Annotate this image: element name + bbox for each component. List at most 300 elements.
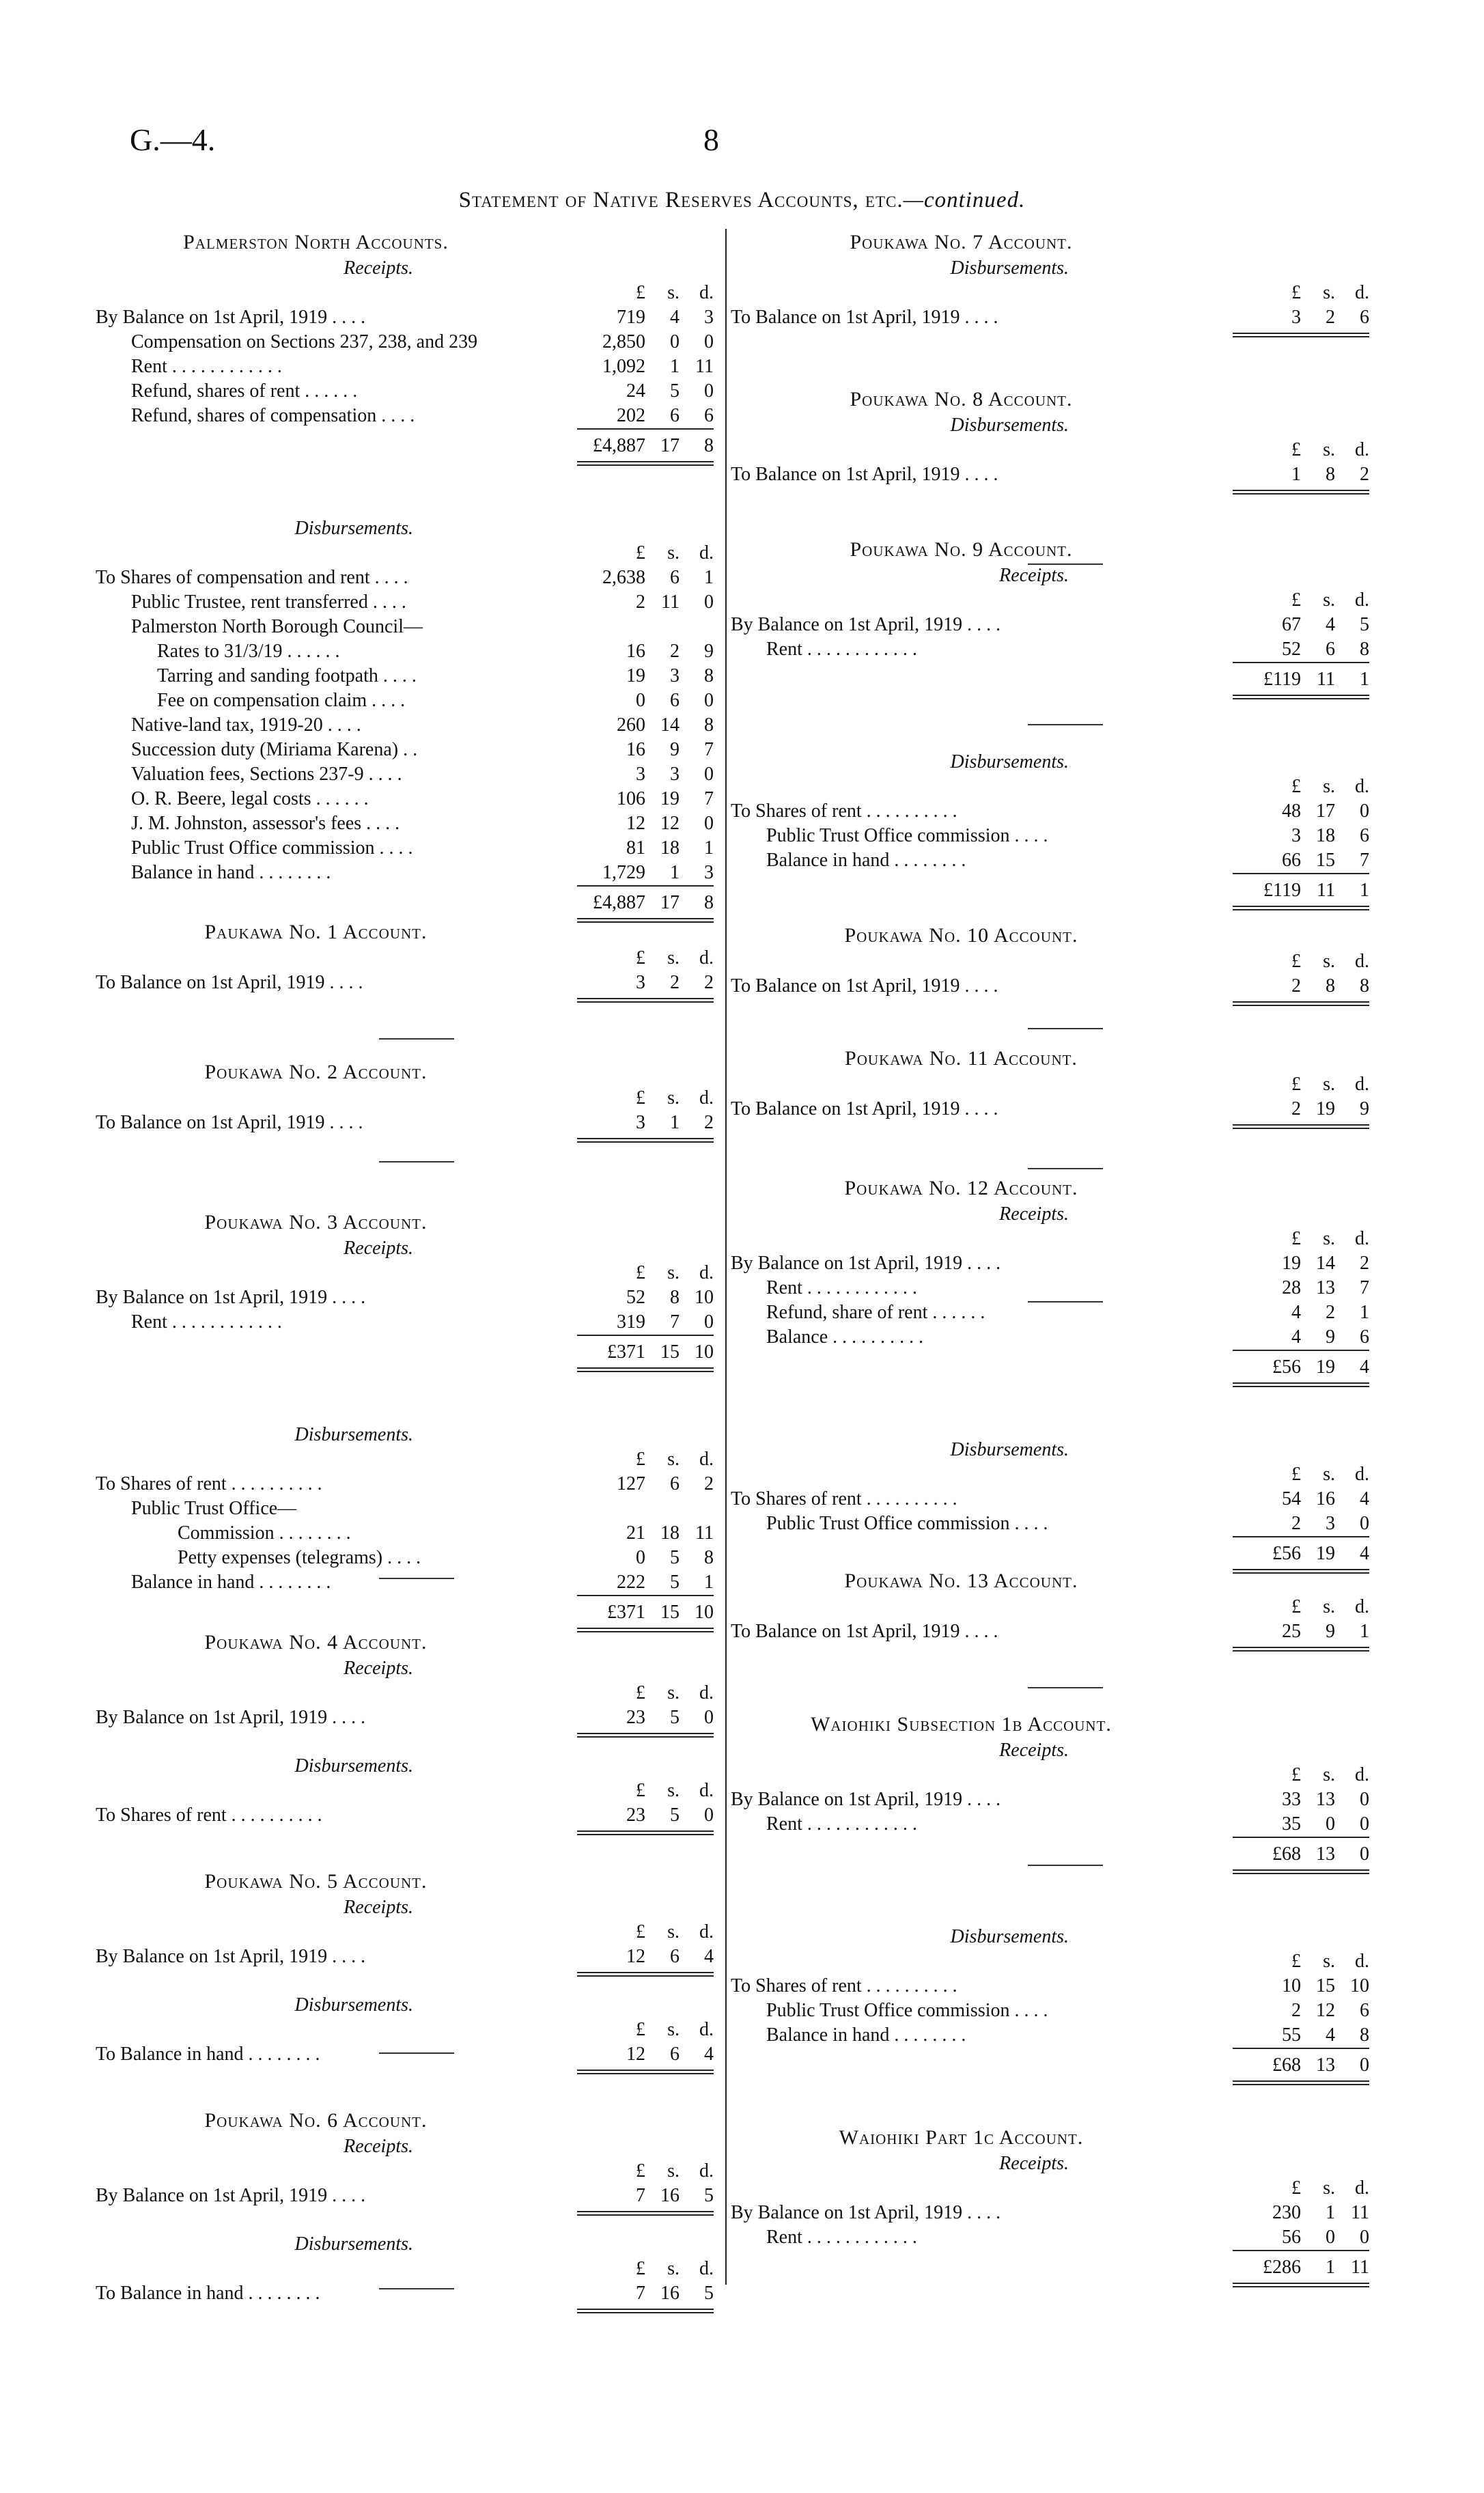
ledger-row-amount-p: 21 <box>626 1522 645 1544</box>
currency-shillings: s. <box>1323 1596 1335 1617</box>
disbursements-heading: Disbursements. <box>294 1994 413 2016</box>
ledger-row <box>731 637 1369 662</box>
ledger-row-amount-d: 0 <box>704 813 714 834</box>
account-poukawa3 <box>96 1209 714 1635</box>
ledger-row-amount-s: 3 <box>670 665 680 686</box>
ledger-row-amount-s: 8 <box>1326 975 1335 997</box>
ledger-row-amount-d: 8 <box>704 714 714 736</box>
currency-pence: d. <box>1355 1464 1369 1485</box>
ledger-row-amount <box>1219 1812 1369 1837</box>
ledger-row-label: To Balance on 1st April, 1919 . . . . <box>731 464 998 485</box>
ledger-row-amount-d: 8 <box>1360 975 1369 997</box>
ledger-row-amount <box>1219 637 1369 662</box>
ledger-row-amount-s: 5 <box>670 1707 680 1728</box>
account-title: Poukawa No. 3 Account. <box>204 1211 428 1234</box>
ledger-row-label: By Balance on 1st April, 1919 . . . . <box>731 1789 1001 1810</box>
ledger-row-amount-d: 0 <box>704 764 714 785</box>
page-title <box>0 188 1484 213</box>
ledger-row-amount-p: 2 <box>636 591 645 613</box>
ledger-row-amount-d: 2 <box>1360 1253 1369 1274</box>
subtotal-rule <box>577 885 714 891</box>
ledger-row <box>96 861 714 885</box>
account-title: Poukawa No. 9 Account. <box>850 538 1073 561</box>
ledger-row-amount-s: 16 <box>1316 1488 1335 1509</box>
disbursements-total-amount <box>1219 1542 1369 1566</box>
total-double-rule <box>577 1830 714 1835</box>
ledger-row-amount <box>563 738 714 762</box>
currency-pence: d. <box>699 1449 714 1470</box>
ledger-row-amount-p: 2 <box>1291 1098 1301 1119</box>
ledger-row-amount-p: 52 <box>626 1287 645 1308</box>
currency-header <box>96 541 714 566</box>
ledger-row-amount-p: 127 <box>617 1473 645 1494</box>
ledger-row-label: Rates to 31/3/19 . . . . . . <box>157 641 340 662</box>
ledger-row <box>96 1111 714 1135</box>
ledger-row-amount-p: 2,850 <box>602 331 645 352</box>
ledger-row-amount <box>563 354 714 379</box>
ledger-row-amount-s: 14 <box>660 714 680 736</box>
receipts-total-amount <box>563 1340 714 1365</box>
currency-shillings: s. <box>667 282 680 303</box>
ledger-row <box>731 1276 1369 1300</box>
account-poukawa6 <box>96 2107 714 2316</box>
ledger-row-amount-p: 23 <box>626 1707 645 1728</box>
disbursements-total <box>731 2053 1369 2078</box>
ledger-row-amount <box>1219 1487 1369 1512</box>
ledger-row-amount-d: 10 <box>1350 1975 1369 1996</box>
ledger-row-amount <box>563 330 714 354</box>
ledger-row <box>731 1619 1369 1644</box>
receipts-total <box>96 434 714 458</box>
currency-pounds: £ <box>636 1780 645 1801</box>
ledger-row-amount-d: 0 <box>1360 2227 1369 2248</box>
ledger-row <box>96 738 714 762</box>
currency-pounds: £ <box>1291 439 1301 460</box>
ledger-row-amount <box>1219 1512 1369 1536</box>
currency-pence: d. <box>1355 1951 1369 1972</box>
ledger-row-amount <box>563 639 714 664</box>
currency-header <box>96 1681 714 1705</box>
ledger-row-label: To Shares of rent . . . . . . . . . . <box>96 1805 322 1826</box>
currency-shillings: s. <box>667 2160 680 2182</box>
ledger-row-amount-p: 230 <box>1272 2202 1301 2223</box>
currency-shillings: s. <box>667 542 680 563</box>
currency-header-cols <box>1219 281 1369 305</box>
ledger-row <box>731 613 1369 637</box>
ledger-row-amount <box>563 615 714 639</box>
ledger-row-amount-s: 15 <box>1316 1975 1335 1996</box>
ledger-row-amount <box>1219 2201 1369 2225</box>
disbursements-total-amount-s: 17 <box>660 892 680 913</box>
ledger-row <box>731 1097 1369 1122</box>
disbursements-total-amount <box>563 891 714 915</box>
ledger-row-amount <box>563 971 714 995</box>
ledger-row-label: By Balance on 1st April, 1919 . . . . <box>731 1253 1001 1274</box>
ledger-row-amount <box>563 861 714 885</box>
account-poukawa13 <box>731 1568 1369 1654</box>
currency-header <box>731 588 1369 613</box>
ledger-row <box>96 330 714 354</box>
ledger-row-amount-s: 1 <box>670 1112 680 1133</box>
currency-shillings: s. <box>667 1449 680 1470</box>
currency-header-cols <box>563 2257 714 2281</box>
ledger-row-amount-s: 2 <box>670 972 680 993</box>
receipts-heading: Receipts. <box>344 1658 413 1679</box>
ledger-row-amount <box>1219 1974 1369 1998</box>
account-title: Poukawa No. 7 Account. <box>850 231 1073 253</box>
subtotal-rule <box>1233 2048 1369 2053</box>
ledger-row-amount <box>563 1546 714 1570</box>
ledger-row-amount-s: 9 <box>1326 1621 1335 1642</box>
ledger-row-amount <box>1219 2225 1369 2250</box>
ledger-row-amount-s: 12 <box>1316 2000 1335 2021</box>
account-title: Poukawa No. 4 Account. <box>204 1631 428 1654</box>
ledger-row-amount-p: 222 <box>617 1572 645 1593</box>
currency-shillings: s. <box>667 2019 680 2040</box>
receipts-total-amount-d: 1 <box>1360 669 1369 690</box>
currency-shillings: s. <box>1323 439 1335 460</box>
ledger-row <box>96 836 714 861</box>
ledger-row <box>731 1251 1369 1276</box>
ledger-row <box>731 1487 1369 1512</box>
receipts-total-amount-p: £56 <box>1272 1356 1301 1378</box>
ledger-row-amount-s: 19 <box>1316 1098 1335 1119</box>
ledger-row-amount <box>1219 462 1369 487</box>
currency-pounds: £ <box>636 1682 645 1703</box>
currency-pounds: £ <box>1291 2177 1301 2199</box>
ledger-row-label: Public Trust Office commission . . . . <box>766 1513 1048 1534</box>
account-paukawa1 <box>96 919 714 1005</box>
ledger-row <box>96 379 714 404</box>
ledger-row <box>96 639 714 664</box>
subtotal-rule <box>1233 2250 1369 2255</box>
ledger-row-amount-p: 16 <box>626 739 645 760</box>
ledger-row-amount <box>563 2184 714 2208</box>
currency-shillings: s. <box>667 2258 680 2279</box>
ledger-row-amount <box>1219 848 1369 873</box>
ledger-row-amount-s: 5 <box>670 1805 680 1826</box>
ledger-row <box>96 1310 714 1335</box>
ledger-row-amount-p: 33 <box>1282 1789 1301 1810</box>
section-separator <box>1028 1168 1103 1169</box>
ledger-row-amount-s: 6 <box>670 1946 680 1967</box>
currency-pounds: £ <box>1291 1764 1301 1785</box>
receipts-heading: Receipts. <box>344 2136 413 2157</box>
ledger-row <box>731 2225 1369 2250</box>
receipts-heading: Receipts. <box>344 257 413 279</box>
receipts-heading: Receipts. <box>999 1203 1069 1225</box>
ledger-row-amount-d: 2 <box>1360 464 1369 485</box>
ledger-row-label: To Balance on 1st April, 1919 . . . . <box>96 1112 363 1133</box>
currency-header-cols <box>563 1086 714 1111</box>
disbursements-total-amount-d: 1 <box>1360 880 1369 901</box>
account-poukawa5 <box>96 1868 714 2077</box>
page-number: 8 <box>703 122 719 157</box>
currency-pence: d. <box>1355 589 1369 611</box>
ledger-row-amount-d: 0 <box>704 380 714 402</box>
ledger-row-amount <box>563 713 714 738</box>
ledger-row-amount-d: 0 <box>704 591 714 613</box>
currency-shillings: s. <box>1323 282 1335 303</box>
ledger-row <box>731 305 1369 330</box>
currency-header <box>731 2176 1369 2201</box>
account-poukawa7 <box>731 229 1369 340</box>
ledger-row-amount-s: 2 <box>1326 1302 1335 1323</box>
ledger-row-label: By Balance on 1st April, 1919 . . . . <box>96 2185 366 2206</box>
disbursements-heading: Disbursements. <box>294 518 413 539</box>
disbursements-heading: Disbursements. <box>950 1926 1069 1947</box>
ledger-row-amount-d: 11 <box>695 1522 714 1544</box>
ledger-row-amount-s: 9 <box>670 739 680 760</box>
ledger-row-amount-d: 1 <box>704 1572 714 1593</box>
total-double-rule <box>1233 1869 1369 1874</box>
ledger-row-amount <box>1219 305 1369 330</box>
disbursements-total-amount-d: 10 <box>695 1602 714 1623</box>
currency-shillings: s. <box>667 1780 680 1801</box>
ledger-row-amount-d: 11 <box>695 356 714 377</box>
ledger-row <box>96 688 714 713</box>
currency-pence: d. <box>1355 776 1369 797</box>
ledger-row-label: Refund, shares of compensation . . . . <box>131 405 415 426</box>
ledger-row-amount-d: 6 <box>704 405 714 426</box>
currency-pence: d. <box>699 1780 714 1801</box>
ledger-row-amount <box>563 664 714 688</box>
currency-pounds: £ <box>636 2160 645 2182</box>
total-double-rule <box>577 1733 714 1738</box>
currency-header-cols <box>563 1920 714 1945</box>
receipts-total-amount <box>1219 667 1369 692</box>
subtotal-rule <box>1233 1837 1369 1842</box>
ledger-row-amount-s: 18 <box>1316 825 1335 846</box>
ledger-row-amount-p: 19 <box>1282 1253 1301 1274</box>
receipts-total-amount-d: 11 <box>1351 2257 1369 2278</box>
account-title: Poukawa No. 6 Account. <box>204 2109 428 2132</box>
ledger-row-label: Succession duty (Miriama Karena) . . <box>131 739 418 760</box>
ledger-row-amount-d: 7 <box>704 739 714 760</box>
ledger-row-amount-s: 6 <box>670 2044 680 2065</box>
currency-header-cols <box>1219 1227 1369 1251</box>
ledger-row-amount <box>1219 1300 1369 1325</box>
ledger-row-amount-p: 1,729 <box>602 862 645 883</box>
ledger-row-amount <box>563 1111 714 1135</box>
currency-shillings: s. <box>1323 1074 1335 1095</box>
total-double-rule <box>1233 2080 1369 2085</box>
currency-header <box>96 946 714 971</box>
ledger-row-amount-p: 66 <box>1282 850 1301 871</box>
total-double-rule <box>577 1138 714 1143</box>
ledger-row-amount-p: 1 <box>1291 464 1301 485</box>
ledger-row-amount-d: 4 <box>1360 1488 1369 1509</box>
ledger-row <box>731 1787 1369 1812</box>
ledger-row <box>96 664 714 688</box>
ledger-row-amount-p: 2 <box>1291 975 1301 997</box>
currency-shillings: s. <box>1323 1951 1335 1972</box>
total-double-rule <box>577 1972 714 1977</box>
disbursements-heading: Disbursements. <box>950 1439 1069 1460</box>
ledger-row <box>731 1812 1369 1837</box>
account-title: Palmerston North Accounts. <box>183 231 449 253</box>
account-poukawa2 <box>96 1059 714 1145</box>
ledger-row-amount-s: 11 <box>661 591 680 613</box>
ledger-row-amount-d: 1 <box>704 567 714 588</box>
ledger-row-amount-d: 6 <box>1360 1326 1369 1348</box>
ledger-row-label: To Balance in hand . . . . . . . . <box>96 2283 320 2304</box>
total-double-rule <box>577 2211 714 2216</box>
ledger-row-label: Rent . . . . . . . . . . . . <box>766 639 917 660</box>
ledger-row-label: Public Trust Office commission . . . . <box>131 837 413 859</box>
disbursements-total-amount-s: 15 <box>660 1602 680 1623</box>
receipts-heading: Receipts. <box>344 1238 413 1259</box>
receipts-total-amount-p: £371 <box>607 1341 645 1363</box>
currency-pence: d. <box>699 2258 714 2279</box>
disbursements-heading: Disbursements. <box>950 415 1069 436</box>
ledger-row-amount-d: 5 <box>704 2185 714 2206</box>
ledger-row-amount <box>563 688 714 713</box>
ledger-row-amount-s <box>645 1496 680 1521</box>
currency-shillings: s. <box>1323 1464 1335 1485</box>
ledger-row-amount-p: 10 <box>1282 1975 1301 1996</box>
currency-pounds: £ <box>1291 1596 1301 1617</box>
total-double-rule <box>577 2309 714 2313</box>
ledger-row-amount-s: 16 <box>660 2283 680 2304</box>
disbursements-heading: Disbursements. <box>950 751 1069 772</box>
ledger-row <box>96 1472 714 1496</box>
ledger-row-amount-d: 0 <box>704 1707 714 1728</box>
currency-shillings: s. <box>1323 776 1335 797</box>
ledger-row-amount-s: 0 <box>1326 1813 1335 1835</box>
ledger-row-label: To Shares of rent . . . . . . . . . . <box>96 1473 322 1494</box>
ledger-row <box>96 404 714 428</box>
ledger-row-label: To Shares of rent . . . . . . . . . . <box>731 1488 957 1509</box>
ledger-row-amount-s: 19 <box>660 788 680 809</box>
ledger-row-label: To Shares of rent . . . . . . . . . . <box>731 1975 957 1996</box>
ledger-row <box>96 787 714 811</box>
ledger-row-label: Fee on compensation claim . . . . <box>157 690 406 711</box>
disbursements-total <box>96 1600 714 1625</box>
total-double-rule <box>1233 1647 1369 1652</box>
currency-header-cols <box>563 1261 714 1285</box>
ledger-row-label: To Balance on 1st April, 1919 . . . . <box>731 1621 998 1642</box>
ledger-row-label: To Balance on 1st April, 1919 . . . . <box>731 307 998 328</box>
currency-pounds: £ <box>1291 589 1301 611</box>
ledger-row <box>96 713 714 738</box>
ledger-row-amount-d: 0 <box>1360 1789 1369 1810</box>
ledger-row-amount-d <box>680 615 714 639</box>
section-separator <box>379 2052 454 2054</box>
ledger-row-amount-s: 0 <box>1326 2227 1335 2248</box>
ledger-row <box>731 1974 1369 1998</box>
ledger-row-amount-p: 52 <box>1282 639 1301 660</box>
ledger-row <box>96 566 714 590</box>
ledger-row-label: J. M. Johnston, assessor's fees . . . . <box>131 813 400 834</box>
total-double-rule <box>577 1367 714 1372</box>
ledger-row <box>96 1546 714 1570</box>
ledger-row-label: O. R. Beere, legal costs . . . . . . <box>131 788 369 809</box>
ledger-row-amount-d: 6 <box>1360 825 1369 846</box>
ledger-row-amount <box>1219 1097 1369 1122</box>
ledger-row-amount <box>563 2042 714 2067</box>
currency-header <box>96 2257 714 2281</box>
ledger-row-amount-s: 6 <box>670 567 680 588</box>
ledger-row-amount <box>563 1472 714 1496</box>
account-title: Poukawa No. 2 Account. <box>204 1061 428 1083</box>
ledger-row-amount-d: 0 <box>1360 1513 1369 1534</box>
ledger-row-amount-s: 6 <box>670 1473 680 1494</box>
ledger-row-amount <box>1219 2023 1369 2048</box>
currency-header-cols <box>563 1779 714 1803</box>
ledger-row-amount-d: 0 <box>704 1311 714 1333</box>
ledger-row <box>731 2023 1369 2048</box>
ledger-row <box>96 1496 714 1521</box>
ledger-row-label: Native-land tax, 1919-20 . . . . <box>131 714 361 736</box>
ledger-row-amount-p: 35 <box>1282 1813 1301 1835</box>
receipts-total-amount-d: 8 <box>704 435 714 456</box>
total-double-rule <box>577 461 714 466</box>
ledger-row-amount-s: 7 <box>670 1311 680 1333</box>
ledger-row-amount-p: 56 <box>1282 2227 1301 2248</box>
ledger-row-amount-s: 8 <box>670 1287 680 1308</box>
ledger-row-amount-p: 19 <box>626 665 645 686</box>
ledger-row-label: Balance in hand . . . . . . . . <box>766 2024 966 2046</box>
ledger-row-amount-p: 202 <box>617 405 645 426</box>
currency-shillings: s. <box>667 1262 680 1283</box>
receipts-total-amount-p: £4,887 <box>593 435 645 456</box>
account-title: Poukawa No. 12 Account. <box>844 1177 1078 1199</box>
ledger-row-amount-p: 54 <box>1282 1488 1301 1509</box>
ledger-row-amount-p: 7 <box>636 2283 645 2304</box>
currency-pence: d. <box>699 1087 714 1109</box>
ledger-row-amount-d: 0 <box>704 331 714 352</box>
ledger-row-amount-p: 3 <box>1291 825 1301 846</box>
account-palmerston <box>96 229 714 925</box>
ledger-row-amount <box>1219 799 1369 824</box>
ledger-row <box>96 762 714 787</box>
ledger-row-amount <box>563 1803 714 1828</box>
ledger-row <box>96 2281 714 2306</box>
currency-pounds: £ <box>636 2019 645 2040</box>
section-separator <box>1028 1301 1103 1303</box>
currency-pence: d. <box>1355 282 1369 303</box>
currency-header <box>96 2159 714 2184</box>
ledger-row-label: Public Trust Office— <box>131 1498 297 1519</box>
account-poukawa10 <box>731 922 1369 1009</box>
ledger-row <box>96 1570 714 1595</box>
page-title-suffix: —continued. <box>903 188 1026 212</box>
ledger-row-amount-p: 12 <box>626 1946 645 1967</box>
receipts-total-amount-p: £286 <box>1263 2257 1301 2278</box>
ledger-row-label: Refund, shares of rent . . . . . . <box>131 380 358 402</box>
ledger-row-amount-s: 4 <box>1326 614 1335 635</box>
currency-header <box>96 1261 714 1285</box>
ledger-row-label: Petty expenses (telegrams) . . . . <box>178 1547 421 1568</box>
ledger-row <box>731 1325 1369 1350</box>
currency-header-cols <box>1219 1595 1369 1619</box>
ledger-row-amount-s: 18 <box>660 837 680 859</box>
ledger-row-amount-d: 1 <box>1360 1302 1369 1323</box>
total-double-rule <box>577 998 714 1003</box>
disbursements-total-amount <box>1219 878 1369 903</box>
receipts-total-amount-s: 13 <box>1316 1843 1335 1865</box>
ledger-row-amount-p: 7 <box>636 2185 645 2206</box>
section-separator <box>379 1038 454 1040</box>
ledger-row-amount <box>1219 1787 1369 1812</box>
ledger-row-label: Rent . . . . . . . . . . . . <box>766 1277 917 1298</box>
subtotal-rule <box>1233 1536 1369 1542</box>
receipts-heading: Receipts. <box>999 1740 1069 1761</box>
ledger-row-amount-p: 260 <box>617 714 645 736</box>
ledger-row-amount-d: 1 <box>1360 1621 1369 1642</box>
receipts-total-amount-s: 11 <box>1317 669 1335 690</box>
